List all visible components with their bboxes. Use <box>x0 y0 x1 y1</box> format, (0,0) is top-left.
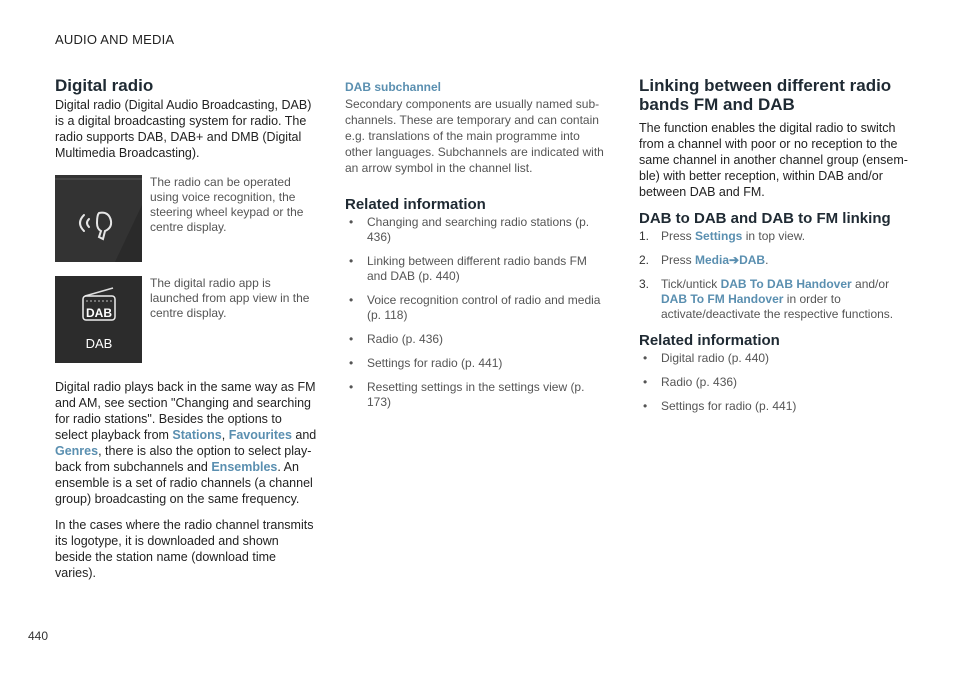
voice-icon <box>55 175 142 262</box>
related-link[interactable] <box>345 332 610 347</box>
keyword-ensembles: Ensembles <box>211 460 278 474</box>
dab-app-image <box>55 276 142 363</box>
bullet-icon: • <box>643 375 648 389</box>
step-number: 3. <box>639 277 650 291</box>
step-text: and/or <box>851 277 890 291</box>
section-title-digital-radio: Digital radio <box>55 76 154 95</box>
subtitle-dab-linking: DAB to DAB and DAB to FM linking <box>639 210 891 227</box>
step-2 <box>639 253 914 268</box>
intro-paragraph: Digital radio (Digital Audio Broadcasting, DAB) is a digital broadcasting system for radio. The radio supports DAB, DAB+ and DMB (Digital Multimedia Broadcasting). <box>55 98 312 160</box>
figure-voice-caption: The radio can be operated using voice recognition, the steering wheel keypad or the centre display. <box>150 175 304 234</box>
related-link-text: Changing and searching radio stations (p. 436) <box>367 215 590 244</box>
related-link[interactable] <box>345 293 610 323</box>
playback-text-a: Digital radio plays back in the same way as FM and AM, see section "Changing and searching for radio stations". Besides the options to select playback from <box>55 380 316 442</box>
related-link-text: Resetting settings in the settings view (p. 173) <box>367 380 585 409</box>
steps-list <box>639 229 914 322</box>
related-link[interactable] <box>345 356 610 371</box>
step-3 <box>639 277 914 322</box>
related-link-text: Linking between different radio bands FM and DAB (p. 440) <box>367 254 587 283</box>
linking-intro: The function enables the digital radio to switch from a channel with poor or no reception to the same channel in another channel group (ensem-ble) with better reception, within DAB and/or between DAB and FM. <box>639 121 908 199</box>
bullet-icon: • <box>643 399 648 413</box>
related-link-text: Voice recognition control of radio and media (p. 118) <box>367 293 601 322</box>
section-title-dab-subchannel: DAB subchannel <box>345 80 442 94</box>
related-link-text: Digital radio (p. 440) <box>661 351 770 365</box>
keyword-favourites: Favourites <box>228 428 292 442</box>
bullet-icon: • <box>349 356 354 370</box>
keyword-genres: Genres <box>55 444 99 458</box>
step-number: 1. <box>639 229 650 243</box>
page-section-header: AUDIO AND MEDIA <box>55 32 175 47</box>
related-info-list <box>345 215 610 410</box>
related-link-text: Settings for radio (p. 441) <box>661 399 797 413</box>
keyword-media: Media <box>695 253 730 267</box>
figure-dab-app <box>55 276 317 363</box>
playback-sep1: , <box>221 428 229 442</box>
related-link-text: Settings for radio (p. 441) <box>367 356 503 370</box>
subchannel-paragraph: Secondary components are usually named sub-channels. These are temporary and can contain e.g. translations of the main programme into other languages. Subchannels are indicated with an arrow symbol in the channel list. <box>345 97 604 175</box>
related-link[interactable] <box>639 399 914 414</box>
column-subchannel <box>345 80 610 419</box>
related-link[interactable] <box>639 375 914 390</box>
playback-sep2: and <box>291 428 317 442</box>
step-1 <box>639 229 914 244</box>
dab-badge-text: DAB <box>86 306 112 320</box>
related-info-title-2: Related information <box>639 332 780 349</box>
related-link[interactable] <box>639 351 914 366</box>
bullet-icon: • <box>349 215 354 229</box>
step-text: Press <box>661 253 696 267</box>
playback-paragraph <box>55 379 317 507</box>
step-text: in order to activate/deactivate the respective functions. <box>661 292 894 321</box>
logotype-paragraph: In the cases where the radio channel transmits its logotype, it is downloaded and shown beside the station name (download time varies). <box>55 518 314 580</box>
step-text: in top view. <box>742 229 806 243</box>
dab-app-label: DAB <box>85 336 113 351</box>
playback-text-b: , there is also the option to select play-back from subchannels and <box>55 444 312 474</box>
section-title-linking: Linking between different radio bands FM and DAB <box>639 76 892 114</box>
playback-text-c: . An ensemble is a set of radio channels (a channel group) broadcasting on the same frequency. <box>55 460 313 506</box>
step-text: . <box>765 253 769 267</box>
related-info-title: Related information <box>345 196 486 213</box>
bullet-icon: • <box>349 254 354 268</box>
step-text: Press <box>661 229 696 243</box>
voice-recognition-button-image <box>55 175 142 262</box>
figure-dab-caption: The digital radio app is launched from app view in the centre display. <box>150 276 310 320</box>
bullet-icon: • <box>349 293 354 307</box>
column-digital-radio <box>55 76 317 591</box>
radio-icon <box>55 276 142 363</box>
related-link[interactable] <box>345 254 610 284</box>
arrow-right-icon: ➔ <box>729 253 740 267</box>
keyword-settings: Settings <box>695 229 743 243</box>
keyword-dab-to-dab-handover: DAB To DAB Handover <box>720 277 852 291</box>
keyword-dab: DAB <box>739 253 766 267</box>
related-info-list-2 <box>639 351 914 414</box>
column-linking <box>639 76 914 423</box>
bullet-icon: • <box>349 332 354 346</box>
bullet-icon: • <box>349 380 354 394</box>
keyword-dab-to-fm-handover: DAB To FM Handover <box>661 292 784 306</box>
step-text: Tick/untick <box>661 277 721 291</box>
related-link[interactable] <box>345 380 610 410</box>
figure-voice-control <box>55 175 317 262</box>
step-number: 2. <box>639 253 650 267</box>
bullet-icon: • <box>643 351 648 365</box>
related-link-text: Radio (p. 436) <box>367 332 444 346</box>
related-link-text: Radio (p. 436) <box>661 375 738 389</box>
related-link[interactable] <box>345 215 610 245</box>
keyword-stations: Stations <box>172 428 222 442</box>
page-number: 440 <box>28 629 49 643</box>
